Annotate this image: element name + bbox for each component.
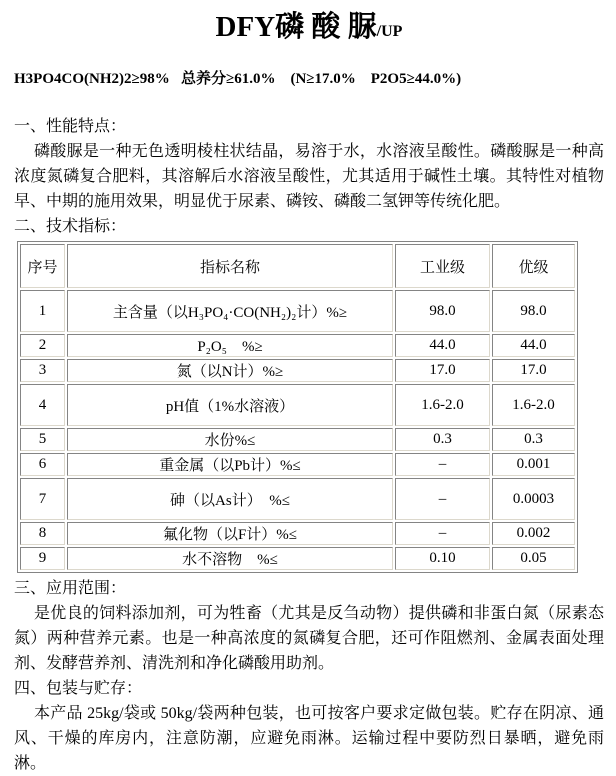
cell-no: 8 [20, 522, 65, 545]
col-header-industrial: 工业级 [395, 244, 490, 288]
table-row [20, 359, 575, 382]
section-heading-packaging: 四、包装与贮存： [14, 680, 143, 697]
cell-no: 6 [20, 453, 65, 476]
cell-premium: 0.001 [492, 453, 575, 476]
formula-line: H3PO4CO(NH2)2≥98% 总养分≥61.0% (N≥17.0% P2O5≥44.0%) [14, 71, 462, 87]
cell-no: 3 [20, 359, 65, 382]
cell-name: 氟化物（以F计）%≤ [67, 522, 393, 545]
col-header-no: 序号 [20, 244, 65, 288]
cell-name: 氮（以N计）%≥ [67, 359, 393, 382]
cell-industrial: 17.0 [395, 359, 490, 382]
table-row [20, 453, 575, 476]
cell-industrial: – [395, 453, 490, 476]
table-header-row [20, 244, 575, 288]
cell-industrial: 44.0 [395, 334, 490, 357]
applications-paragraph: 是优良的饲料添加剂，可为牲畜（尤其是反刍动物）提供磷和非蛋白氮（尿素态氮）两种营养元素。也是一种高浓度的氮磷复合肥，还可作阻燃剂、金属表面处理剂、发酵营养剂、清洗剂和净化磷酸用助剂。 [14, 605, 604, 672]
cell-premium: 44.0 [492, 334, 575, 357]
section-heading-features: 一、性能特点： [14, 118, 127, 135]
cell-name: 水份%≤ [67, 428, 393, 451]
cell-premium: 0.3 [492, 428, 575, 451]
cell-premium: 0.0003 [492, 478, 575, 520]
cell-industrial: 98.0 [395, 290, 490, 332]
cell-premium: 0.05 [492, 547, 575, 570]
section-heading-applications: 三、应用范围： [14, 580, 127, 597]
cell-premium: 1.6-2.0 [492, 384, 575, 426]
features-paragraph: 磷酸脲是一种无色透明棱柱状结晶，易溶于水，水溶液呈酸性。磷酸脲是一种高浓度氮磷复合肥料，其溶解后水溶液呈酸性，尤其适用于碱性土壤。其特性对植物早、中期的施用效果，明显优于尿素、磷铵、磷酸二氢钾等传统化肥。 [14, 143, 604, 210]
col-header-name: 指标名称 [67, 244, 393, 288]
table-row [20, 384, 575, 426]
cell-industrial: 1.6-2.0 [395, 384, 490, 426]
page-title-suffix: /UP [376, 23, 403, 40]
cell-no: 1 [20, 290, 65, 332]
cell-no: 9 [20, 547, 65, 570]
section-heading-specs: 二、技术指标： [14, 218, 127, 235]
table-row [20, 522, 575, 545]
page-title [14, 6, 604, 53]
cell-industrial: – [395, 522, 490, 545]
cell-name: 重金属（以Pb计）%≤ [67, 453, 393, 476]
cell-name: 主含量（以H₃PO₄·CO(NH₂)₂计）%≥ [67, 290, 393, 332]
spec-table [17, 241, 578, 573]
table-row [20, 478, 575, 520]
cell-industrial: 0.3 [395, 428, 490, 451]
cell-premium: 0.002 [492, 522, 575, 545]
upper-text-block [14, 114, 604, 239]
cell-name: 水不溶物 %≤ [67, 547, 393, 570]
cell-industrial: – [395, 478, 490, 520]
table-row [20, 547, 575, 570]
cell-no: 4 [20, 384, 65, 426]
cell-premium: 98.0 [492, 290, 575, 332]
lower-text-block [14, 576, 604, 776]
cell-no: 7 [20, 478, 65, 520]
cell-industrial: 0.10 [395, 547, 490, 570]
cell-name: P₂O₅ %≥ [67, 334, 393, 357]
cell-no: 5 [20, 428, 65, 451]
packaging-paragraph: 本产品 25kg/袋或 50kg/袋两种包装，也可按客户要求定做包装。贮存在阴凉、通风、干燥的库房内，注意防潮，应避免雨淋。运输过程中要防烈日暴晒，避免雨淋。 [14, 705, 604, 772]
cell-name: 砷（以As计） %≤ [67, 478, 393, 520]
col-header-premium: 优级 [492, 244, 575, 288]
table-row [20, 334, 575, 357]
table-row [20, 290, 575, 332]
cell-no: 2 [20, 334, 65, 357]
cell-premium: 17.0 [492, 359, 575, 382]
cell-name: pH值（1%水溶液） [67, 384, 393, 426]
table-row [20, 428, 575, 451]
page-title-main: DFY磷 酸 脲 [215, 11, 377, 43]
